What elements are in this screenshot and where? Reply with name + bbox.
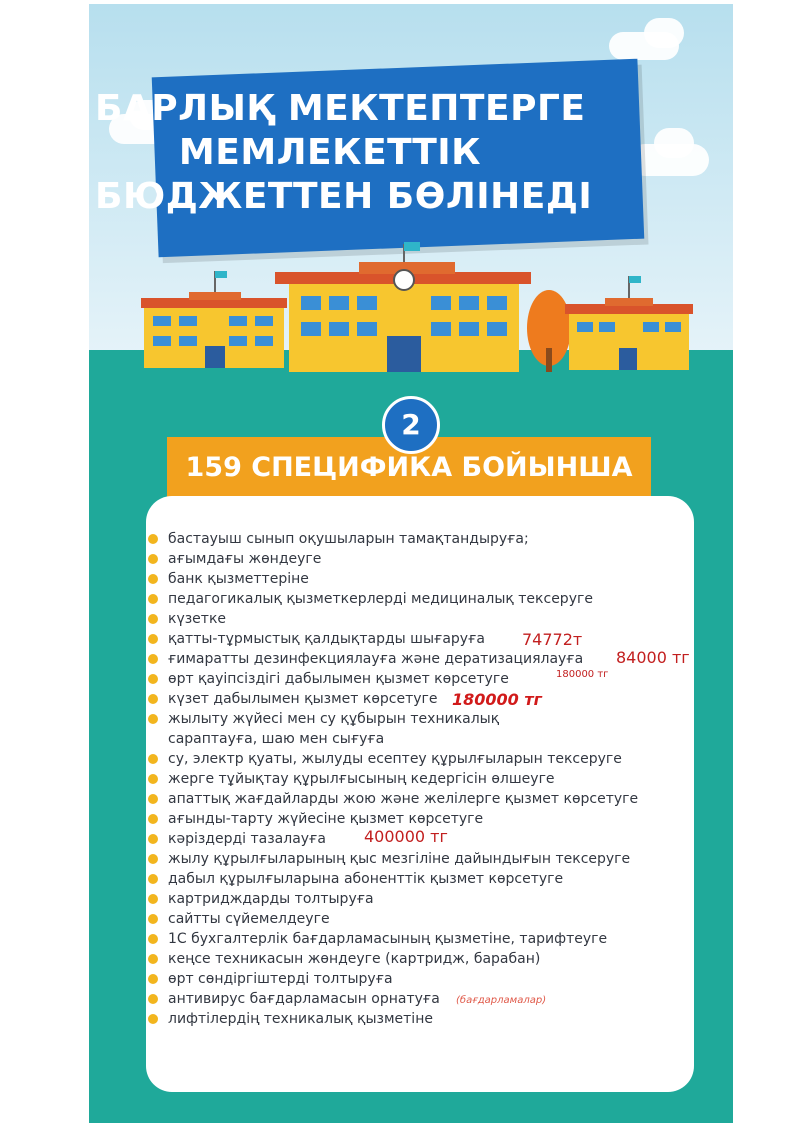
specification-list: бастауыш сынып оқушыларын тамақтандыруға; ағымдағы жөндеуге банк қызметтеріне педагогикалық қызметкерлерді медициналық тексеруге күзетке қатты-тұрмыстық қалдықтарды шығаруға ғимаратты дезинфекциялауға және дератизациялауға өрт қауіпсіздігі дабылымен қызмет көрсетуге күзет дабылымен қызмет көрсетуге жылыту жүйесі мен су құбырын техникалық сараптауға, шаю мен сығуға су, электр қуаты, жылуды есептеу құрылғыларын тексеруге жерге тұйықтау құрылғысының кедергісін өлшеуге апаттық жағдайларды жою және желілерге қызмет көрсетуге ағынды-тарту жүйесіне қызмет көрсетуге кәріздерді тазалауға жылу құрылғыларының қыс мезгіліне дайындығын тексеруге дабыл құрылғыларына абоненттік қызмет көрсетуге картридждарды толтыруға сайтты сүйемелдеуге 1С бухгалтерлік бағдарламасының қызметіне, тарифтеуге кеңсе техникасын жөндеуге (картридж, барабан) өрт сөндіргіштерді толтыруға антивирус бағдарламасын орнатуға лифтілердің техникалық қызметіне — [0, 0, 798, 1127]
content-card — [146, 496, 694, 1092]
tree — [527, 290, 571, 372]
amount-security-alarm: 180000 тг — [452, 690, 542, 709]
school-right — [565, 276, 693, 370]
amount-disinfection: 84000 тг — [616, 648, 690, 667]
amount-waste: 74772т — [522, 630, 583, 649]
schools-illustration — [89, 236, 733, 386]
school-left — [141, 271, 287, 368]
amount-sewer: 400000 тг — [364, 827, 448, 846]
title-line-2: МЕМЛЕКЕТТІК — [178, 132, 482, 173]
cloud — [654, 128, 694, 158]
cloud — [644, 18, 684, 48]
amount-fire-alarm: 180000 тг — [556, 669, 609, 680]
title-line-3: БЮДЖЕТТЕН БӨЛІНЕДІ — [95, 176, 593, 217]
antivirus-note: (бағдарламалар) — [456, 995, 547, 1006]
title-line-1: БАРЛЫҚ МЕКТЕПТЕРГЕ — [95, 88, 586, 129]
section-title: 159 СПЕЦИФИКА БОЙЫНША — [185, 452, 633, 483]
school-center — [275, 242, 531, 372]
section-number-badge: 2 — [382, 396, 440, 454]
